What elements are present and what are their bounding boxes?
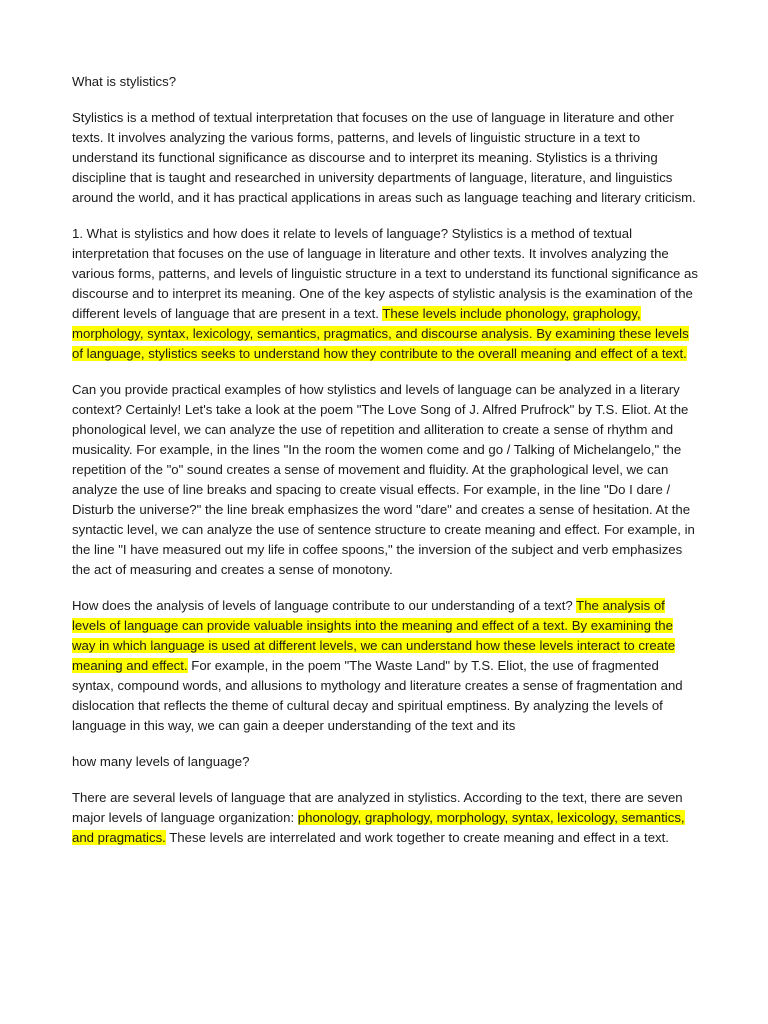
paragraph-practical-examples — [72, 380, 700, 580]
highlighted-text: The analysis of levels of language can provide valuable insights into the meaning and effect of a text. By examining the way in which language is used at different levels, we can understand how these levels interact to create meaning and effect. — [72, 598, 676, 673]
text-run: These levels are interrelated and work together to create meaning and effect in a text. — [165, 830, 669, 845]
text-run: Can you provide practical examples of how stylistics and levels of language can be analyzed in a literary context? Certainly! Let's take a look at the poem "The Love Song of J. Alfred Prufrock" by T.S. Eliot. At the phonological level, we can analyze the use of repetition and alliteration to create a sense of rhythm and musicality. For example, in the lines "In the room the women come and go / Talking of Michelangelo," the repetition of the "o" sound creates a sense of movement and fluidity. At the graphological level, we can analyze the use of line breaks and spacing to create visual effects. For example, in the line "Do I dare / Disturb the universe?" the line break emphasizes the word "dare" and creates a sense of hesitation. At the syntactic level, we can analyze the use of sentence structure to create meaning and effect. For example, in the line "I have measured out my life in coffee spoons," the inversion of the subject and verb emphasizes the act of measuring and creates a sense of monotony. — [72, 382, 695, 577]
highlighted-text: These levels include phonology, graphology, morphology, syntax, lexicology, semantics, pragmatics, and discourse analysis. By examining these levels of language, stylistics seeks to understand how they contribute to the overall meaning and effect of a text. — [72, 306, 689, 361]
highlighted-text: phonology, graphology, morphology, syntax, lexicology, semantics, and pragmatics. — [72, 810, 685, 845]
paragraph-how-many-levels — [72, 752, 700, 772]
text-run: What is stylistics? — [72, 74, 177, 89]
text-run: Stylistics is a method of textual interpretation that focuses on the use of language in literature and other texts. It involves analyzing the various forms, patterns, and levels of linguistic structure in a text to understand its functional significance as discourse and to interpret its meaning. Stylistics is a thriving discipline that is taught and researched in university departments of language, literature, and linguistics around the world, and it has practical applications in areas such as language teaching and literary criticism. — [72, 110, 696, 205]
paragraph-seven-levels — [72, 788, 700, 848]
text-run: For example, in the poem "The Waste Land" by T.S. Eliot, the use of fragmented syntax, compound words, and allusions to mythology and literature creates a sense of fragmentation and dislocation that reflects the theme of cultural decay and spiritual emptiness. By analyzing the levels of language in this way, we can gain a deeper understanding of the text and its — [72, 658, 683, 733]
text-run: 1. What is stylistics and how does it relate to levels of language? Stylistics is a method of textual interpretation that focuses on the use of language in literature and other texts. It involves analyzing the various forms, patterns, and levels of linguistic structure in a text to understand its functional significance as discourse and to interpret its meaning. One of the key aspects of stylistic analysis is the examination of the different levels of language that are present in a text. — [72, 226, 698, 321]
document-page — [72, 72, 700, 864]
paragraph-levels-question — [72, 224, 700, 364]
text-run: how many levels of language? — [72, 754, 250, 769]
paragraph-heading — [72, 72, 700, 92]
text-run: There are several levels of language that are analyzed in stylistics. According to the text, there are seven major levels of language organization: — [72, 790, 683, 825]
text-run: How does the analysis of levels of language contribute to our understanding of a text? — [72, 598, 577, 613]
paragraph-analysis-contribution — [72, 596, 700, 736]
paragraph-intro — [72, 108, 700, 208]
